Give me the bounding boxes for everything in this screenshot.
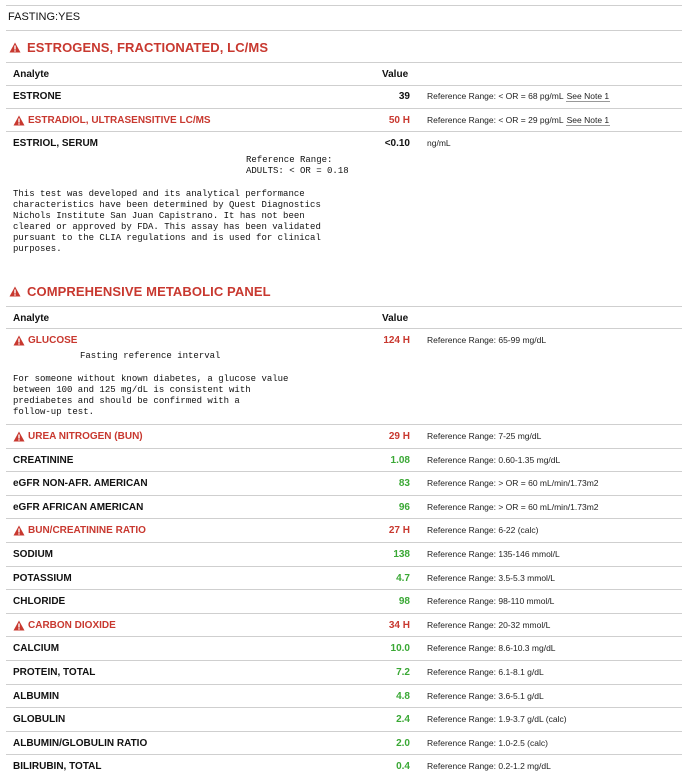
result-row-estradiol xyxy=(6,109,682,132)
fasting-reference-interval: Fasting reference interval xyxy=(80,351,221,361)
reference-range: Reference Range: 20-32 mmol/L xyxy=(427,620,551,630)
reference-range: Reference Range: 0.2-1.2 mg/dL xyxy=(427,761,551,771)
analyte-value: 2.4 xyxy=(396,714,410,725)
estriol-reference-line-2: ADULTS: < OR = 0.18 xyxy=(246,166,349,176)
result-row-glucose xyxy=(6,329,682,352)
warning-triangle-icon xyxy=(13,525,25,536)
warning-triangle-icon xyxy=(13,431,25,442)
analyte-value: 4.7 xyxy=(396,573,410,584)
result-row xyxy=(6,425,682,448)
column-header-value: Value xyxy=(382,313,409,324)
analyte-name: PROTEIN, TOTAL xyxy=(13,667,96,678)
analyte-value: 98 xyxy=(398,596,410,607)
divider xyxy=(6,30,682,31)
reference-range: Reference Range: < OR = 29 pg/mL See Note 1 xyxy=(427,115,610,125)
reference-range: Reference Range: > OR = 60 mL/min/1.73m2 xyxy=(427,478,599,488)
analyte-name: BILIRUBIN, TOTAL xyxy=(13,761,102,772)
result-row xyxy=(6,449,682,472)
result-row-estriol xyxy=(6,132,682,155)
reference-range: Reference Range: 98-110 mmol/L xyxy=(427,596,555,606)
analyte-name: ALBUMIN/GLOBULIN RATIO xyxy=(13,738,148,749)
assay-disclaimer: This test was developed and its analytical performance characteristics have been determined by Quest Diagnostics Nichols Institute San Juan Capistrano. It has not been cleared or approved by FDA. This assay has been validated pursuant to the CLIA regulations and is used for clinical purposes. xyxy=(13,189,321,254)
analyte-name: ALBUMIN xyxy=(13,691,60,702)
analyte-value: 1.08 xyxy=(390,455,410,466)
result-row xyxy=(6,637,682,660)
result-row xyxy=(6,661,682,684)
result-row xyxy=(6,472,682,495)
analyte-name: BUN/CREATININE RATIO xyxy=(13,525,146,536)
result-row xyxy=(6,755,682,778)
glucose-interpretation-note: For someone without known diabetes, a glucose value between 100 and 125 mg/dL is consistent with prediabetes and should be confirmed with a follow-up test. xyxy=(13,374,289,417)
analyte-value: 29 H xyxy=(388,431,410,442)
reference-range: Reference Range: 6.1-8.1 g/dL xyxy=(427,667,544,677)
analyte-name: CALCIUM xyxy=(13,643,60,654)
reference-range: Reference Range: 7-25 mg/dL xyxy=(427,431,542,441)
reference-range: Reference Range: 6-22 (calc) xyxy=(427,525,539,535)
warning-triangle-icon xyxy=(9,286,21,297)
analyte-unit: ng/mL xyxy=(427,138,451,148)
analyte-name: GLUCOSE xyxy=(13,335,77,346)
result-row xyxy=(6,614,682,637)
warning-triangle-icon xyxy=(13,620,25,631)
see-note-link[interactable]: See Note 1 xyxy=(566,115,610,125)
analyte-name: CREATININE xyxy=(13,455,74,466)
analyte-value: 0.4 xyxy=(396,761,410,772)
analyte-value: 83 xyxy=(398,478,410,489)
analyte-value: 138 xyxy=(393,549,410,560)
reference-range: Reference Range: 65-99 mg/dL xyxy=(427,335,547,345)
section-title-cmp xyxy=(9,284,271,299)
fasting-status: FASTING:YES xyxy=(8,11,81,23)
analyte-name: POTASSIUM xyxy=(13,573,72,584)
analyte-value: 39 xyxy=(398,91,410,102)
warning-triangle-icon xyxy=(13,335,25,346)
see-note-link[interactable]: See Note 1 xyxy=(566,91,610,101)
analyte-name: ESTRIOL, SERUM xyxy=(13,138,99,149)
result-row xyxy=(6,685,682,708)
reference-range: Reference Range: 3.5-5.3 mmol/L xyxy=(427,573,556,583)
reference-range: Reference Range: 1.0-2.5 (calc) xyxy=(427,738,548,748)
reference-range: Reference Range: > OR = 60 mL/min/1.73m2 xyxy=(427,502,599,512)
analyte-name: eGFR AFRICAN AMERICAN xyxy=(13,502,144,513)
analyte-value: 4.8 xyxy=(396,691,410,702)
result-row xyxy=(6,519,682,542)
analyte-name: CHLORIDE xyxy=(13,596,66,607)
section-title-text: ESTROGENS, FRACTIONATED, LC/MS xyxy=(27,40,269,55)
result-row xyxy=(6,496,682,519)
result-row xyxy=(6,567,682,590)
result-row-estrone xyxy=(6,85,682,108)
analyte-name: ESTRONE xyxy=(13,91,62,102)
result-row xyxy=(6,590,682,613)
analyte-value: 124 H xyxy=(383,335,410,346)
column-header-value: Value xyxy=(382,69,409,80)
analyte-name: eGFR NON-AFR. AMERICAN xyxy=(13,478,148,489)
section-title-text: COMPREHENSIVE METABOLIC PANEL xyxy=(27,284,271,299)
column-header-analyte: Analyte xyxy=(13,313,50,324)
analyte-name: GLOBULIN xyxy=(13,714,66,725)
reference-range: Reference Range: 3.6-5.1 g/dL xyxy=(427,691,544,701)
reference-range: Reference Range: 0.60-1.35 mg/dL xyxy=(427,455,561,465)
result-row xyxy=(6,708,682,731)
estriol-reference-line-1: Reference Range: xyxy=(246,155,333,165)
result-row xyxy=(6,543,682,566)
analyte-value: 7.2 xyxy=(396,667,410,678)
analyte-value: 34 H xyxy=(388,620,410,631)
divider xyxy=(6,62,682,63)
section-title-estrogens xyxy=(9,40,268,55)
analyte-value: <0.10 xyxy=(384,138,410,149)
analyte-value: 50 H xyxy=(388,115,410,126)
reference-range: Reference Range: < OR = 68 pg/mL See Note 1 xyxy=(427,91,610,101)
analyte-value: 10.0 xyxy=(390,643,410,654)
column-header-analyte: Analyte xyxy=(13,69,50,80)
reference-range: Reference Range: 135-146 mmol/L xyxy=(427,549,560,559)
result-row xyxy=(6,732,682,755)
reference-range: Reference Range: 8.6-10.3 mg/dL xyxy=(427,643,556,653)
analyte-value: 27 H xyxy=(388,525,410,536)
analyte-name: SODIUM xyxy=(13,549,53,560)
warning-triangle-icon xyxy=(13,115,25,126)
divider xyxy=(6,5,682,6)
analyte-name: UREA NITROGEN (BUN) xyxy=(13,431,143,442)
reference-range: Reference Range: 1.9-3.7 g/dL (calc) xyxy=(427,714,567,724)
warning-triangle-icon xyxy=(9,42,21,53)
analyte-value: 2.0 xyxy=(396,738,410,749)
divider xyxy=(6,306,682,307)
analyte-name: ESTRADIOL, ULTRASENSITIVE LC/MS xyxy=(13,115,211,126)
analyte-name: CARBON DIOXIDE xyxy=(13,620,116,631)
analyte-value: 96 xyxy=(398,502,410,513)
